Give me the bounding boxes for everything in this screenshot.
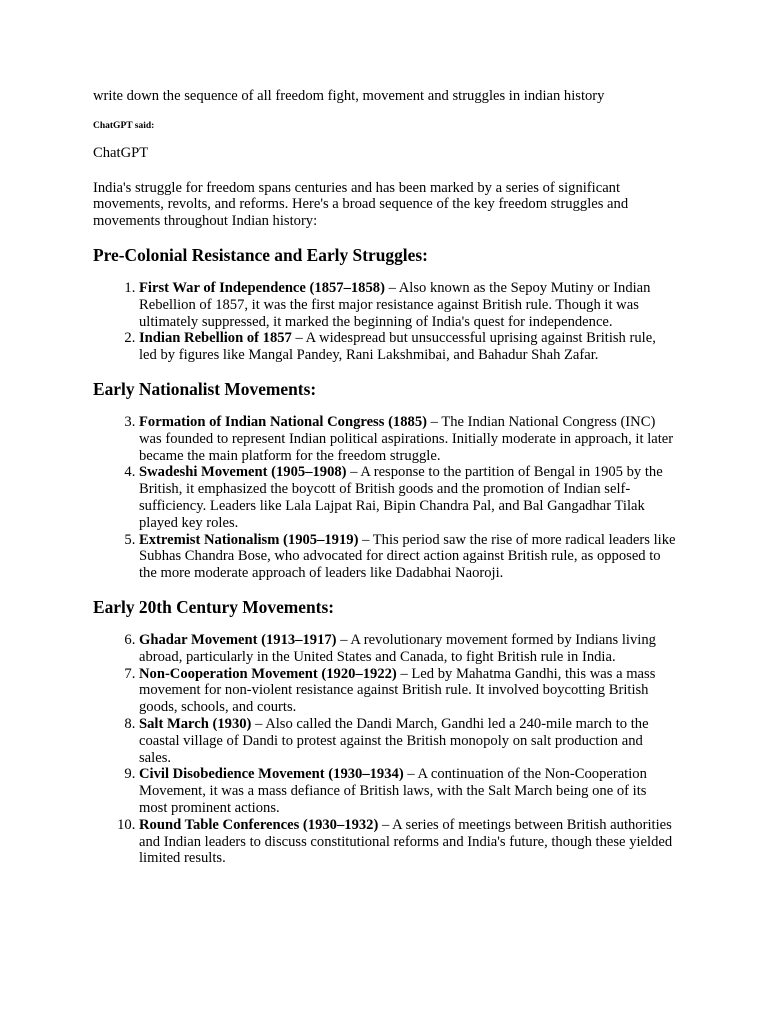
list-item [139,666,676,716]
list-item [139,330,676,364]
item-title: Round Table Conferences (1930–1932) [139,816,379,833]
section-heading-early-nationalist: Early Nationalist Movements: [93,378,317,399]
list-item [139,464,676,531]
item-title: Swadeshi Movement (1905–1908) [139,464,347,481]
item-text: – The Indian National Congress (INC) was founded to represent Indian political aspirations. Initially moderate in approach, it later became the main platform for the freedom struggle. [139,413,674,464]
list-early-20th-century [93,632,676,867]
item-text: – A widespread but unsuccessful uprising against British rule, led by figures like Mangal Pandey, Rani Lakshmibai, and Bahadur Shah Zafar. [139,330,656,364]
list-item [139,766,676,816]
list-item [139,716,676,766]
item-text: – A continuation of the Non-Cooperation Movement, it was a mass defiance of British laws, with the Salt March being one of its most prominent actions. [139,766,647,816]
item-text: – Led by Mahatma Gandhi, this was a mass movement for non-violent resistance against British rule. It involved boycotting British goods, schools, and courts. [139,665,656,716]
section-heading-early-20th-century: Early 20th Century Movements: [93,596,335,617]
user-prompt: write down the sequence of all freedom fight, movement and struggles in indian history [93,88,605,104]
item-title: First War of Independence (1857–1858) [139,279,385,296]
assistant-said-label: ChatGPT said: [93,120,155,131]
assistant-name: ChatGPT [93,144,149,161]
list-item [139,532,676,582]
item-title: Indian Rebellion of 1857 [139,330,292,347]
list-item [139,632,676,666]
list-item [139,414,676,464]
item-text: – This period saw the rise of more radical leaders like Subhas Chandra Bose, who advocated for direct action against British rule, as opposed to the more moderate approach of leaders like Dadabhai Naoroji. [139,531,676,582]
item-text: – A series of meetings between British authorities and Indian leaders to discuss constitutional reforms and India's future, though these yielded limited results. [139,816,673,867]
item-title: Civil Disobedience Movement (1930–1934) [139,766,404,783]
list-item [139,817,676,867]
item-text: – Also known as the Sepoy Mutiny or Indian Rebellion of 1857, it was the first major resistance against British rule. Though it was ultimately suppressed, it marked the beginning of India's quest for independence. [139,279,651,330]
item-title: Extremist Nationalism (1905–1919) [139,531,359,548]
item-text: – A response to the partition of Bengal in 1905 by the British, it emphasized the boycott of British goods and the promotion of Indian self-sufficiency. Leaders like Lala Lajpat Rai, Bipin Chandra Pal, and Bal Gangadhar Tilak played key roles. [139,464,663,531]
item-text: – Also called the Dandi March, Gandhi led a 240-mile march to the coastal village of Dandi to protest against the British monopoly on salt production and sales. [139,715,649,766]
item-title: Salt March (1930) [139,715,252,732]
item-title: Non-Cooperation Movement (1920–1922) [139,665,397,682]
intro-paragraph: India's struggle for freedom spans centuries and has been marked by a series of significant movements, revolts, and reforms. Here's a broad sequence of the key freedom struggles and movements throughout Indian history: [93,179,629,230]
item-title: Ghadar Movement (1913–1917) [139,631,337,648]
item-title: Formation of Indian National Congress (1885) [139,413,427,430]
section-heading-pre-colonial: Pre-Colonial Resistance and Early Struggles: [93,244,428,265]
list-early-nationalist [93,414,676,582]
list-pre-colonial [93,280,676,364]
item-text: – A revolutionary movement formed by Indians living abroad, particularly in the United States and Canada, to fight British rule in India. [139,631,656,665]
list-item [139,280,676,330]
